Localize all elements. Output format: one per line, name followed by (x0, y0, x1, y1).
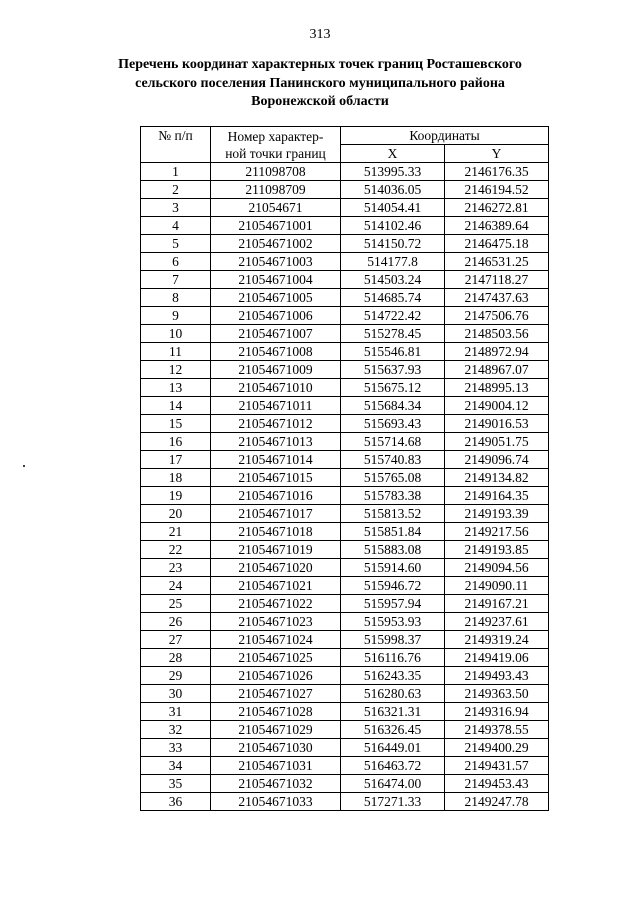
cell-x: 515714.68 (341, 433, 445, 451)
table-row (141, 793, 549, 811)
cell-number: 5 (141, 235, 211, 253)
cell-point-id: 21054671010 (211, 379, 341, 397)
cell-x: 515998.37 (341, 631, 445, 649)
cell-x: 514503.24 (341, 271, 445, 289)
table-row (141, 343, 549, 361)
cell-y: 2149247.78 (445, 793, 549, 811)
table-row (141, 433, 549, 451)
table-row (141, 541, 549, 559)
cell-x: 515914.60 (341, 559, 445, 577)
cell-x: 515693.43 (341, 415, 445, 433)
cell-y: 2149164.35 (445, 487, 549, 505)
table-row (141, 739, 549, 757)
cell-number: 25 (141, 595, 211, 613)
cell-number: 28 (141, 649, 211, 667)
cell-point-id: 21054671002 (211, 235, 341, 253)
cell-x: 515883.08 (341, 541, 445, 559)
table-row (141, 703, 549, 721)
cell-number: 26 (141, 613, 211, 631)
cell-x: 515953.93 (341, 613, 445, 631)
table-row (141, 199, 549, 217)
header-point-number (211, 127, 341, 163)
cell-x: 515946.72 (341, 577, 445, 595)
cell-number: 11 (141, 343, 211, 361)
table-header (141, 127, 549, 163)
cell-x: 516321.31 (341, 703, 445, 721)
cell-x: 515957.94 (341, 595, 445, 613)
cell-y: 2149217.56 (445, 523, 549, 541)
cell-y: 2146475.18 (445, 235, 549, 253)
cell-number: 10 (141, 325, 211, 343)
cell-point-id: 21054671022 (211, 595, 341, 613)
cell-point-id: 21054671021 (211, 577, 341, 595)
cell-x: 516326.45 (341, 721, 445, 739)
table-row (141, 577, 549, 595)
cell-y: 2149193.85 (445, 541, 549, 559)
table-row (141, 235, 549, 253)
cell-x: 514102.46 (341, 217, 445, 235)
cell-point-id: 211098708 (211, 163, 341, 181)
cell-point-id: 21054671025 (211, 649, 341, 667)
cell-number: 32 (141, 721, 211, 739)
cell-x: 516116.76 (341, 649, 445, 667)
table-row (141, 595, 549, 613)
cell-number: 4 (141, 217, 211, 235)
cell-y: 2149453.43 (445, 775, 549, 793)
cell-point-id: 21054671012 (211, 415, 341, 433)
cell-point-id: 21054671031 (211, 757, 341, 775)
cell-point-id: 21054671020 (211, 559, 341, 577)
cell-x: 516243.35 (341, 667, 445, 685)
table-row (141, 631, 549, 649)
cell-point-id: 21054671030 (211, 739, 341, 757)
cell-number: 19 (141, 487, 211, 505)
table-row (141, 253, 549, 271)
cell-y: 2146272.81 (445, 199, 549, 217)
cell-x: 514685.74 (341, 289, 445, 307)
cell-point-id: 21054671017 (211, 505, 341, 523)
cell-y: 2146176.35 (445, 163, 549, 181)
cell-number: 12 (141, 361, 211, 379)
cell-x: 515546.81 (341, 343, 445, 361)
cell-y: 2147118.27 (445, 271, 549, 289)
cell-y: 2149431.57 (445, 757, 549, 775)
cell-y: 2149134.82 (445, 469, 549, 487)
table-row (141, 379, 549, 397)
document-title (60, 56, 580, 112)
table-row (141, 487, 549, 505)
cell-y: 2149316.94 (445, 703, 549, 721)
cell-number: 1 (141, 163, 211, 181)
cell-number: 21 (141, 523, 211, 541)
cell-x: 515740.83 (341, 451, 445, 469)
cell-point-id: 21054671023 (211, 613, 341, 631)
cell-number: 33 (141, 739, 211, 757)
cell-x: 514177.8 (341, 253, 445, 271)
table-row (141, 451, 549, 469)
cell-y: 2147437.63 (445, 289, 549, 307)
cell-x: 516463.72 (341, 757, 445, 775)
cell-y: 2149400.29 (445, 739, 549, 757)
cell-number: 7 (141, 271, 211, 289)
cell-number: 15 (141, 415, 211, 433)
table-body (141, 163, 549, 811)
cell-point-id: 21054671026 (211, 667, 341, 685)
cell-point-id: 21054671013 (211, 433, 341, 451)
table-row (141, 415, 549, 433)
cell-point-id: 211098709 (211, 181, 341, 199)
table-row (141, 775, 549, 793)
title-line-1: Перечень координат характерных точек границ Росташевского (118, 57, 522, 72)
cell-y: 2149096.74 (445, 451, 549, 469)
coordinates-table (140, 126, 549, 811)
table-row (141, 289, 549, 307)
table-row (141, 307, 549, 325)
table-row (141, 757, 549, 775)
table-row (141, 505, 549, 523)
table-row (141, 559, 549, 577)
scan-speck (23, 465, 25, 467)
cell-x: 515684.34 (341, 397, 445, 415)
cell-number: 18 (141, 469, 211, 487)
cell-point-id: 21054671015 (211, 469, 341, 487)
table-row (141, 325, 549, 343)
cell-number: 20 (141, 505, 211, 523)
cell-number: 8 (141, 289, 211, 307)
header-y: Y (445, 145, 549, 163)
cell-number: 29 (141, 667, 211, 685)
cell-x: 515675.12 (341, 379, 445, 397)
table-row (141, 397, 549, 415)
cell-x: 514054.41 (341, 199, 445, 217)
cell-y: 2148972.94 (445, 343, 549, 361)
header-point-line-2: ной точки границ (225, 145, 326, 161)
table-row (141, 649, 549, 667)
cell-number: 9 (141, 307, 211, 325)
cell-point-id: 21054671032 (211, 775, 341, 793)
cell-number: 16 (141, 433, 211, 451)
table-row (141, 685, 549, 703)
cell-y: 2146531.25 (445, 253, 549, 271)
cell-number: 31 (141, 703, 211, 721)
cell-y: 2149419.06 (445, 649, 549, 667)
cell-point-id: 21054671018 (211, 523, 341, 541)
cell-point-id: 21054671006 (211, 307, 341, 325)
header-coordinates: Координаты (341, 127, 549, 145)
cell-x: 515813.52 (341, 505, 445, 523)
table-row (141, 523, 549, 541)
page-number: 313 (309, 27, 331, 42)
cell-x: 515278.45 (341, 325, 445, 343)
cell-point-id: 21054671007 (211, 325, 341, 343)
header-x: X (341, 145, 445, 163)
table-row (141, 181, 549, 199)
cell-point-id: 21054671005 (211, 289, 341, 307)
header-number: № п/п (141, 127, 211, 163)
cell-y: 2149090.11 (445, 577, 549, 595)
table-row (141, 163, 549, 181)
cell-number: 3 (141, 199, 211, 217)
cell-y: 2148995.13 (445, 379, 549, 397)
cell-point-id: 21054671009 (211, 361, 341, 379)
table-row (141, 667, 549, 685)
header-point-line-1: Номер характер- (227, 128, 324, 144)
cell-point-id: 21054671011 (211, 397, 341, 415)
cell-x: 514036.05 (341, 181, 445, 199)
cell-point-id: 21054671028 (211, 703, 341, 721)
cell-x: 515765.08 (341, 469, 445, 487)
cell-y: 2149016.53 (445, 415, 549, 433)
cell-y: 2147506.76 (445, 307, 549, 325)
cell-point-id: 21054671004 (211, 271, 341, 289)
cell-y: 2149193.39 (445, 505, 549, 523)
table-row (141, 613, 549, 631)
cell-number: 14 (141, 397, 211, 415)
cell-point-id: 21054671024 (211, 631, 341, 649)
cell-y: 2149167.21 (445, 595, 549, 613)
cell-number: 27 (141, 631, 211, 649)
cell-point-id: 21054671019 (211, 541, 341, 559)
cell-x: 516280.63 (341, 685, 445, 703)
cell-x: 517271.33 (341, 793, 445, 811)
cell-y: 2149363.50 (445, 685, 549, 703)
cell-point-id: 21054671027 (211, 685, 341, 703)
cell-y: 2149051.75 (445, 433, 549, 451)
cell-number: 6 (141, 253, 211, 271)
cell-x: 516449.01 (341, 739, 445, 757)
cell-x: 513995.33 (341, 163, 445, 181)
cell-number: 30 (141, 685, 211, 703)
table-row (141, 217, 549, 235)
cell-x: 516474.00 (341, 775, 445, 793)
cell-y: 2149319.24 (445, 631, 549, 649)
cell-y: 2149237.61 (445, 613, 549, 631)
table-row (141, 469, 549, 487)
table-row (141, 271, 549, 289)
cell-number: 2 (141, 181, 211, 199)
cell-point-id: 21054671003 (211, 253, 341, 271)
cell-point-id: 21054671 (211, 199, 341, 217)
cell-x: 514722.42 (341, 307, 445, 325)
cell-x: 515783.38 (341, 487, 445, 505)
cell-point-id: 21054671014 (211, 451, 341, 469)
cell-y: 2148503.56 (445, 325, 549, 343)
cell-number: 36 (141, 793, 211, 811)
cell-number: 24 (141, 577, 211, 595)
cell-number: 17 (141, 451, 211, 469)
cell-point-id: 21054671001 (211, 217, 341, 235)
cell-y: 2149094.56 (445, 559, 549, 577)
cell-y: 2149004.12 (445, 397, 549, 415)
cell-x: 515851.84 (341, 523, 445, 541)
title-line-2: сельского поселения Панинского муниципального района (135, 75, 505, 91)
cell-y: 2149378.55 (445, 721, 549, 739)
table-row (141, 361, 549, 379)
cell-point-id: 21054671016 (211, 487, 341, 505)
cell-number: 23 (141, 559, 211, 577)
cell-number: 34 (141, 757, 211, 775)
cell-number: 35 (141, 775, 211, 793)
cell-number: 13 (141, 379, 211, 397)
cell-y: 2146194.52 (445, 181, 549, 199)
cell-y: 2148967.07 (445, 361, 549, 379)
cell-point-id: 21054671008 (211, 343, 341, 361)
cell-y: 2146389.64 (445, 217, 549, 235)
table-row (141, 721, 549, 739)
cell-point-id: 21054671033 (211, 793, 341, 811)
cell-x: 514150.72 (341, 235, 445, 253)
cell-number: 22 (141, 541, 211, 559)
cell-point-id: 21054671029 (211, 721, 341, 739)
title-line-3: Воронежской области (251, 94, 389, 109)
cell-y: 2149493.43 (445, 667, 549, 685)
cell-x: 515637.93 (341, 361, 445, 379)
